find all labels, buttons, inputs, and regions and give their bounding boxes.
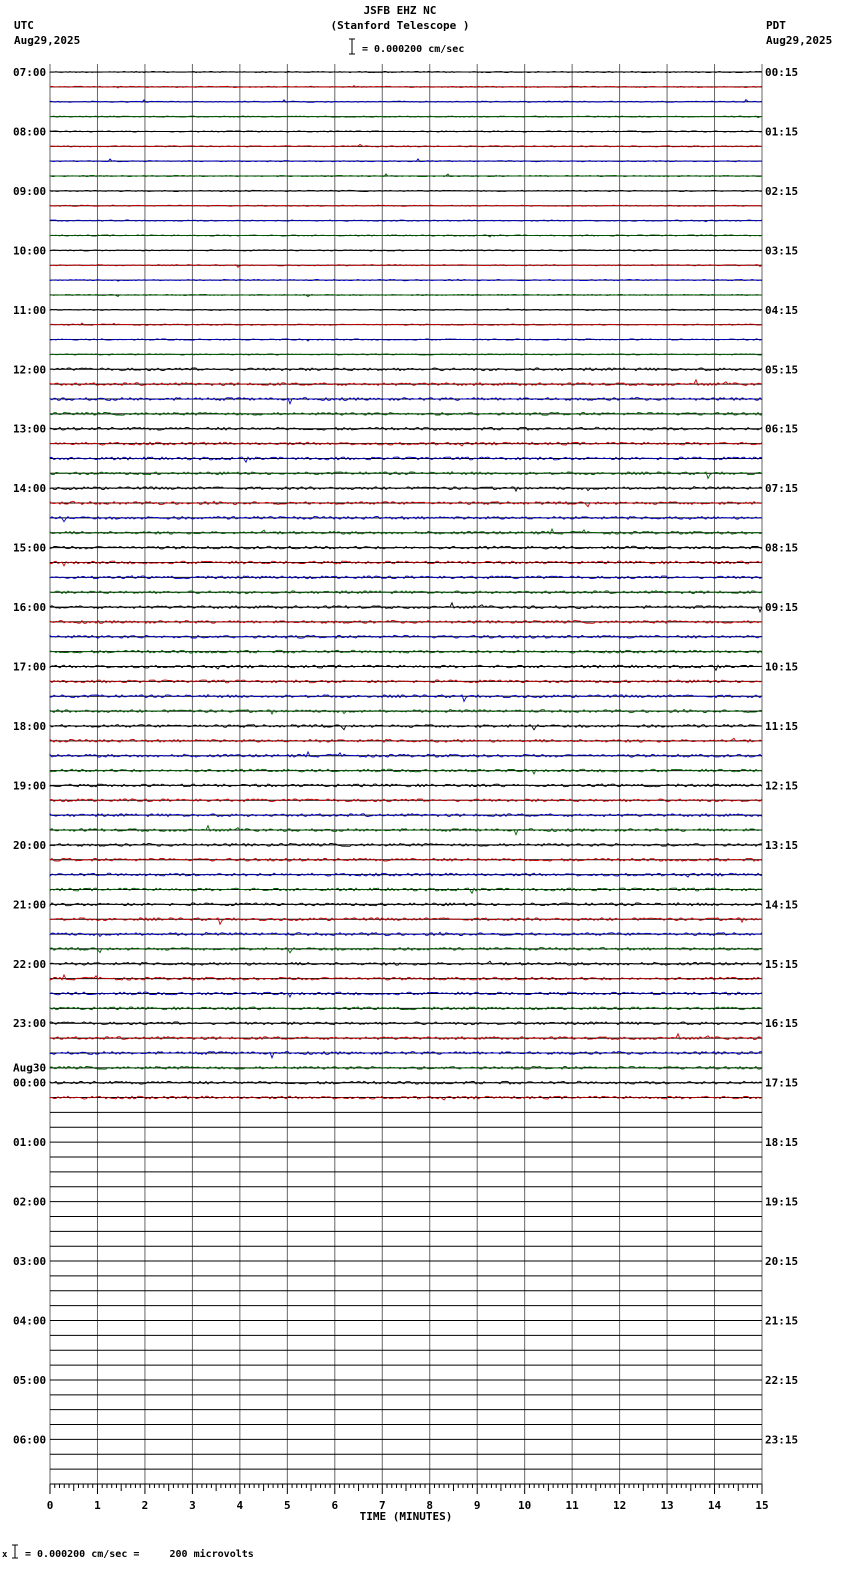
- utc-hour-label: 01:00: [13, 1136, 47, 1150]
- utc-hour-label: 15:00: [13, 541, 47, 555]
- utc-hour-label: 12:00: [13, 363, 47, 377]
- x-tick-label: 7: [378, 1499, 386, 1512]
- x-tick-label: 13: [660, 1499, 674, 1512]
- seismic-trace: [50, 738, 762, 742]
- x-tick-label: 1: [94, 1499, 101, 1512]
- pdt-hour-label: 11:15: [765, 719, 799, 733]
- pdt-hour-label: 12:15: [765, 779, 799, 793]
- x-tick-label: 12: [612, 1499, 627, 1512]
- pdt-hour-label: 01:15: [765, 125, 799, 139]
- x-tick-label: 8: [426, 1499, 434, 1512]
- pdt-hour-label: 09:15: [765, 601, 799, 615]
- site-subtitle: (Stanford Telescope ): [330, 19, 470, 32]
- utc-hour-label: 00:00: [13, 1076, 47, 1090]
- x-tick-label: 2: [141, 1499, 149, 1512]
- seismic-trace: [50, 457, 762, 462]
- pdt-hour-label: 03:15: [765, 244, 799, 258]
- seismic-trace: [50, 961, 762, 965]
- seismic-trace: [50, 472, 762, 479]
- left-date: Aug29,2025: [14, 34, 81, 47]
- seismic-trace: [50, 517, 762, 522]
- utc-hour-label: 04:00: [13, 1314, 47, 1328]
- pdt-hour-label: 19:15: [765, 1195, 799, 1209]
- utc-hour-label: 02:00: [13, 1195, 47, 1209]
- pdt-hour-label: 05:15: [765, 363, 799, 377]
- pdt-hour-label: 07:15: [765, 482, 799, 496]
- seismic-trace: [50, 265, 762, 268]
- seismic-trace: [50, 725, 762, 730]
- seismic-trace: [50, 752, 762, 757]
- seismic-trace: [50, 709, 762, 714]
- seismic-trace: [50, 769, 762, 774]
- pdt-hour-label: 13:15: [765, 838, 799, 852]
- x-tick-label: 0: [46, 1499, 54, 1512]
- seismic-trace: [50, 992, 762, 997]
- utc-hour-label: 19:00: [13, 779, 47, 793]
- utc-hour-label: 08:00: [13, 125, 47, 139]
- right-timezone: PDT: [766, 19, 786, 32]
- utc-hour-label: 10:00: [13, 244, 47, 258]
- pdt-hour-label: 10:15: [765, 660, 799, 674]
- pdt-hour-label: 15:15: [765, 957, 799, 971]
- pdt-hour-label: 04:15: [765, 303, 799, 317]
- utc-hour-label: 05:00: [13, 1373, 47, 1387]
- utc-hour-label: 06:00: [13, 1433, 47, 1447]
- pdt-hour-label: 08:15: [765, 541, 799, 555]
- utc-hour-label: 18:00: [13, 719, 47, 733]
- utc-hour-label: 21:00: [13, 898, 47, 912]
- utc-hour-label: 17:00: [13, 660, 47, 674]
- utc-hour-label: 20:00: [13, 838, 47, 852]
- footer-marker: x: [2, 1550, 8, 1560]
- pdt-hour-label: 23:15: [765, 1433, 799, 1447]
- seismic-trace: [50, 695, 762, 702]
- footer-scale-bar-icon: [11, 1544, 19, 1560]
- seismic-trace: [50, 680, 762, 683]
- seismic-trace: [50, 86, 762, 88]
- seismic-trace: [50, 561, 762, 566]
- seismic-trace: [50, 235, 762, 237]
- seismic-trace: [50, 1096, 762, 1100]
- seismic-trace: [50, 487, 762, 492]
- seismic-trace: [50, 665, 762, 670]
- x-tick-label: 14: [707, 1499, 722, 1512]
- pdt-hour-label: 21:15: [765, 1314, 799, 1328]
- pdt-hour-label: 02:15: [765, 184, 799, 198]
- seismic-trace: [50, 294, 762, 296]
- seismic-trace: [50, 888, 762, 893]
- seismic-trace: [50, 1034, 762, 1040]
- seismic-trace: [50, 442, 762, 446]
- seismic-trace: [50, 368, 762, 371]
- utc-hour-label: 14:00: [13, 482, 47, 496]
- x-tick-label: 4: [236, 1499, 244, 1512]
- utc-hour-label: 16:00: [13, 601, 47, 615]
- station-title: JSFB EHZ NC: [363, 4, 437, 17]
- footer-scale-text: = 0.000200 cm/sec = 200 microvolts: [25, 1549, 254, 1560]
- pdt-hour-label: 06:15: [765, 422, 799, 436]
- pdt-hour-label: 18:15: [765, 1136, 799, 1150]
- seismic-trace: [50, 975, 762, 980]
- utc-hour-label: 11:00: [13, 303, 47, 317]
- left-timezone: UTC: [14, 19, 34, 32]
- utc-hour-label: 09:00: [13, 184, 47, 198]
- pdt-hour-label: 17:15: [765, 1076, 799, 1090]
- pdt-hour-label: 14:15: [765, 898, 799, 912]
- x-tick-label: 6: [331, 1499, 339, 1512]
- x-tick-label: 11: [565, 1499, 579, 1512]
- seismic-trace: [50, 873, 762, 877]
- pdt-hour-label: 16:15: [765, 1017, 799, 1031]
- x-tick-label: 10: [518, 1499, 532, 1512]
- utc-hour-label: 03:00: [13, 1255, 47, 1269]
- seismic-trace: [50, 903, 762, 906]
- seismic-trace: [50, 380, 762, 386]
- x-tick-label: 15: [755, 1499, 769, 1512]
- seismic-trace: [50, 918, 762, 925]
- x-axis-title: TIME (MINUTES): [359, 1510, 453, 1523]
- x-tick-label: 5: [284, 1499, 291, 1512]
- utc-hour-label: 23:00: [13, 1017, 47, 1031]
- pdt-hour-label: 00:15: [765, 66, 799, 79]
- x-tick-label: 3: [189, 1499, 196, 1512]
- right-date: Aug29,2025: [766, 34, 833, 47]
- utc-hour-label: 22:00: [13, 957, 47, 971]
- pdt-hour-label: 22:15: [765, 1373, 799, 1387]
- seismic-trace: [50, 501, 762, 507]
- x-tick-label: 9: [473, 1499, 481, 1512]
- scale-text: = 0.000200 cm/sec: [362, 44, 465, 55]
- utc-hour-label: 13:00: [13, 422, 47, 436]
- seismic-trace: [50, 323, 762, 325]
- seismic-trace: [50, 174, 762, 177]
- utc-hour-label: 07:00: [13, 66, 47, 79]
- date-change-label: Aug30: [13, 1061, 47, 1075]
- seismic-trace: [50, 948, 762, 953]
- seismic-trace: [50, 529, 762, 534]
- pdt-hour-label: 20:15: [765, 1255, 799, 1269]
